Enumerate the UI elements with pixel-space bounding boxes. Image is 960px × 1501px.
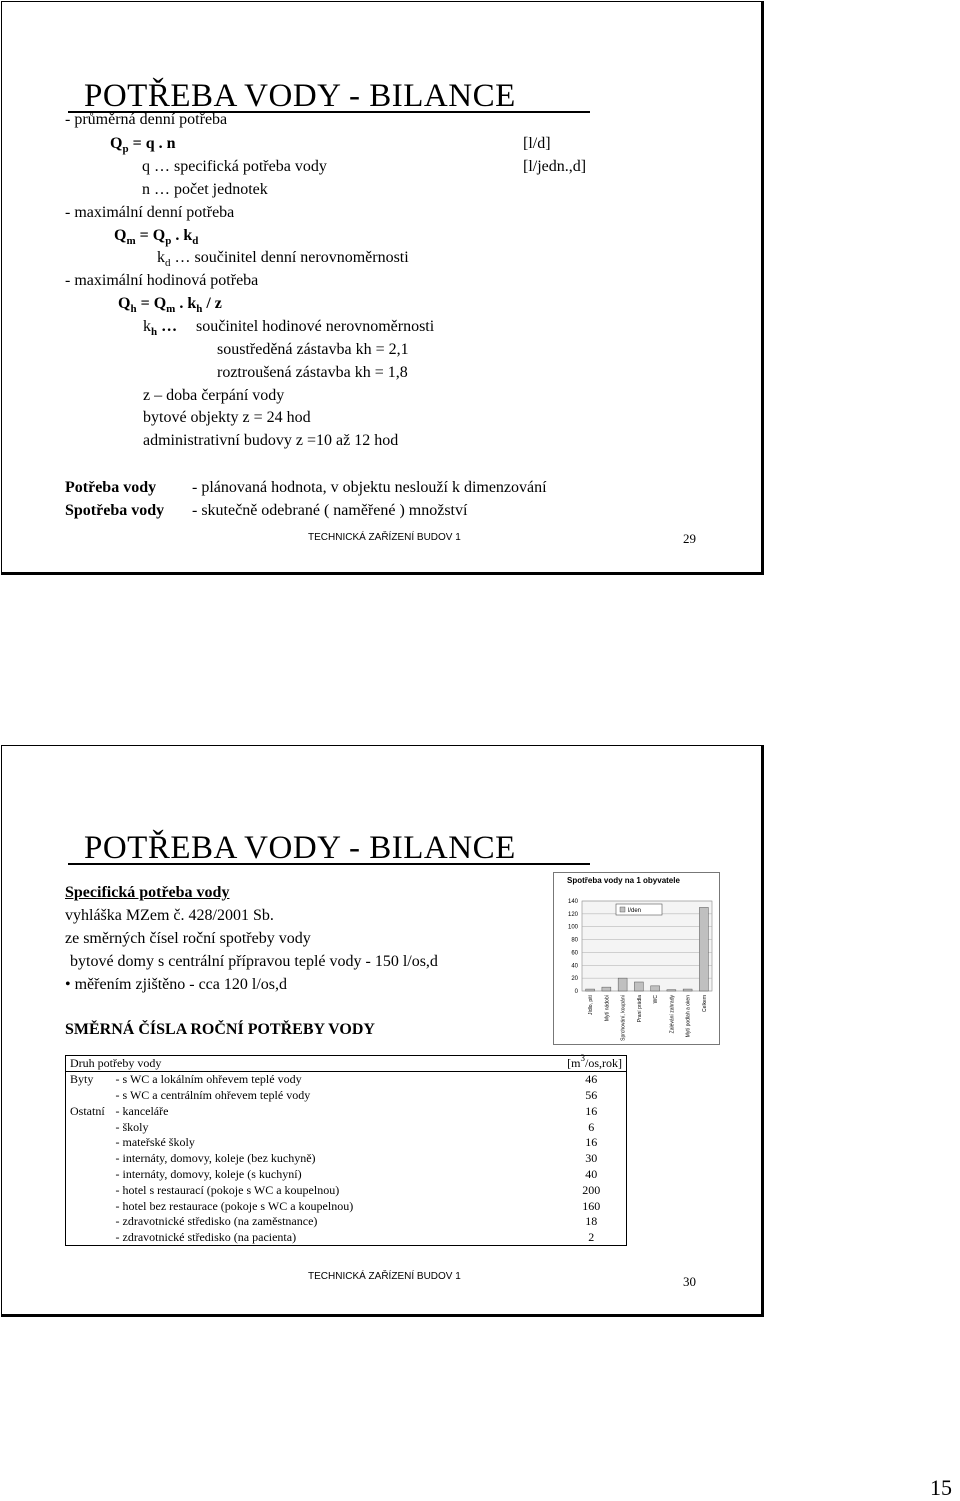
y-tick-label: 80 bbox=[571, 937, 578, 944]
bar bbox=[683, 989, 692, 991]
slide-footer: TECHNICKÁ ZAŘÍZENÍ BUDOV 1 bbox=[308, 1271, 461, 1282]
table-row bbox=[66, 1103, 627, 1119]
y-tick-label: 40 bbox=[571, 963, 578, 970]
text-line: - průměrná denní potřeba bbox=[65, 111, 228, 128]
text-line: soustředěná zástavba kh = 2,1 bbox=[217, 341, 409, 358]
table-row bbox=[66, 1198, 627, 1214]
formula-qh: $Q_h = Q_m$ . $k_h$ / z bbox=[118, 295, 222, 315]
table-row bbox=[66, 1229, 627, 1245]
bar bbox=[667, 990, 676, 991]
y-tick-label: 60 bbox=[571, 950, 578, 957]
section-heading: Specifická potřeba vody bbox=[65, 884, 230, 901]
x-tick-label: WC bbox=[653, 995, 660, 1004]
row-category bbox=[66, 1182, 112, 1198]
text-line: součinitel hodinové nerovnoměrnosti bbox=[196, 318, 435, 335]
y-tick-label: 100 bbox=[567, 924, 578, 931]
x-tick-label: Zalévání zahrady bbox=[669, 995, 676, 1034]
header-label: Druh potřeby vody bbox=[66, 1056, 557, 1072]
bar bbox=[634, 982, 643, 991]
bar bbox=[602, 987, 611, 991]
row-value: 2 bbox=[588, 1229, 595, 1244]
title-underline bbox=[68, 863, 590, 865]
row-item: - mateřské školy bbox=[115, 1135, 195, 1150]
x-tick-label: Praní prádla bbox=[636, 995, 643, 1023]
row-item: - zdravotnické středisko (na zaměstnance) bbox=[115, 1214, 318, 1229]
row-value: 18 bbox=[585, 1214, 598, 1229]
definition: - skutečně odebrané ( naměřené ) množství bbox=[192, 502, 468, 519]
row-value: 16 bbox=[585, 1135, 598, 1150]
legend-swatch bbox=[620, 907, 625, 912]
text-line: - maximální denní potřeba bbox=[65, 204, 235, 221]
text-line: q … specifická potřeba vody bbox=[142, 158, 327, 175]
consumption-table bbox=[65, 1055, 627, 1246]
row-category bbox=[66, 1198, 112, 1214]
bar bbox=[586, 989, 595, 991]
bar bbox=[651, 986, 660, 991]
row-category bbox=[66, 1166, 112, 1182]
row-category bbox=[66, 1229, 112, 1245]
row-value: 46 bbox=[585, 1072, 598, 1087]
term-potreba: Potřeba vody bbox=[65, 479, 157, 496]
term-spotreba: Spotřeba vody bbox=[65, 502, 165, 519]
table-row bbox=[66, 1182, 627, 1198]
x-tick-label: Mytí nádobí bbox=[604, 995, 611, 1022]
row-item: - školy bbox=[115, 1119, 149, 1134]
row-value: 16 bbox=[585, 1103, 598, 1118]
formula-kd: $k_d$ … součinitel denní nerovnoměrnosti bbox=[157, 249, 409, 269]
x-tick-label: Celkem bbox=[701, 995, 708, 1012]
slide-title: POTŘEBA VODY - BILANCE bbox=[84, 830, 516, 866]
row-category bbox=[66, 1213, 112, 1229]
row-category: Ostatní bbox=[70, 1103, 105, 1118]
slide-footer: TECHNICKÁ ZAŘÍZENÍ BUDOV 1 bbox=[308, 532, 461, 543]
formula-qm: $Q_m = Q_p$ . $k_d$ bbox=[114, 227, 199, 247]
row-category bbox=[66, 1119, 112, 1135]
table-header-row bbox=[66, 1056, 627, 1072]
text-line: n … počet jednotek bbox=[142, 181, 268, 198]
x-tick-label: Sprchování, koupání bbox=[620, 995, 627, 1041]
bar bbox=[618, 978, 627, 991]
table-row bbox=[66, 1166, 627, 1182]
row-item: - zdravotnické středisko (na pacienta) bbox=[115, 1229, 297, 1244]
row-item: - internáty, domovy, koleje (s kuchyní) bbox=[115, 1166, 302, 1181]
formula-qp: $Q_p = q$ . n bbox=[110, 135, 176, 155]
table-row bbox=[66, 1071, 627, 1087]
table-row bbox=[66, 1213, 627, 1229]
row-value: 56 bbox=[585, 1087, 598, 1102]
row-value: 30 bbox=[585, 1151, 598, 1166]
row-value: 6 bbox=[588, 1119, 595, 1134]
formula-kh: $k_h$ … bbox=[143, 318, 178, 338]
text-line: vyhláška MZem č. 428/2001 Sb. bbox=[65, 907, 274, 924]
slide-title: POTŘEBA VODY - BILANCE bbox=[84, 78, 516, 114]
row-category bbox=[66, 1087, 112, 1103]
row-category bbox=[66, 1150, 112, 1166]
row-value: 40 bbox=[585, 1166, 598, 1181]
row-item: - s WC a centrálním ohřevem teplé vody bbox=[115, 1087, 311, 1102]
text-line: bytové objekty z = 24 hod bbox=[143, 409, 311, 426]
table-row bbox=[66, 1150, 627, 1166]
x-tick-label: Jídlo, pití bbox=[588, 995, 595, 1016]
table-heading: SMĚRNÁ ČÍSLA ROČNÍ POTŘEBY VODY bbox=[65, 1021, 375, 1038]
row-category: Byty bbox=[70, 1072, 94, 1087]
text-line: roztroušená zástavba kh = 1,8 bbox=[217, 364, 408, 381]
y-tick-label: 0 bbox=[574, 989, 578, 995]
row-item: - internáty, domovy, koleje (bez kuchyně) bbox=[115, 1151, 316, 1166]
row-item: - hotel s restaurací (pokoje s WC a koupelnou) bbox=[115, 1182, 340, 1197]
row-value: 160 bbox=[582, 1198, 601, 1213]
row-item: - hotel bez restaurace (pokoje s WC a koupelnou) bbox=[115, 1198, 354, 1213]
sheet-page-number: 15 bbox=[930, 1475, 952, 1500]
row-category bbox=[66, 1134, 112, 1150]
text-line: ze směrných čísel roční spotřeby vody bbox=[65, 930, 311, 947]
table-row bbox=[66, 1119, 627, 1135]
text-line: - maximální hodinová potřeba bbox=[65, 272, 259, 289]
row-item: - kanceláře bbox=[115, 1103, 169, 1118]
table-row bbox=[66, 1134, 627, 1150]
slide-number: 30 bbox=[683, 1274, 696, 1289]
text-line: z – doba čerpání vody bbox=[143, 387, 285, 404]
chart-title: Spotřeba vody na 1 obyvatele bbox=[567, 876, 680, 885]
y-tick-label: 140 bbox=[567, 899, 578, 905]
y-tick-label: 20 bbox=[571, 976, 578, 983]
table-row bbox=[66, 1087, 627, 1103]
water-usage-chart bbox=[553, 872, 720, 1045]
row-value: 200 bbox=[582, 1182, 601, 1197]
text-line: bytové domy s centrální přípravou teplé vody - 150 l/os,d bbox=[70, 953, 438, 970]
definition: - plánovaná hodnota, v objektu neslouží k dimenzování bbox=[192, 479, 547, 496]
chart-plot bbox=[554, 873, 719, 1044]
header-unit: $[m^3/os,rok]$ bbox=[557, 1056, 627, 1072]
unit-ld: [l/d] bbox=[523, 135, 551, 152]
slide-number: 29 bbox=[683, 531, 696, 546]
row-item: - s WC a lokálním ohřevem teplé vody bbox=[115, 1072, 302, 1087]
bar bbox=[699, 907, 708, 991]
unit-ljedn: [l/jedn.,d] bbox=[523, 158, 587, 175]
text-line: • měřením zjištěno - cca 120 l/os,d bbox=[65, 976, 287, 993]
y-tick-label: 120 bbox=[567, 911, 578, 918]
text-line: administrativní budovy z =10 až 12 hod bbox=[143, 432, 399, 449]
legend-label: l/den bbox=[628, 908, 642, 914]
x-tick-label: Mytí podlah a oken bbox=[685, 995, 692, 1038]
